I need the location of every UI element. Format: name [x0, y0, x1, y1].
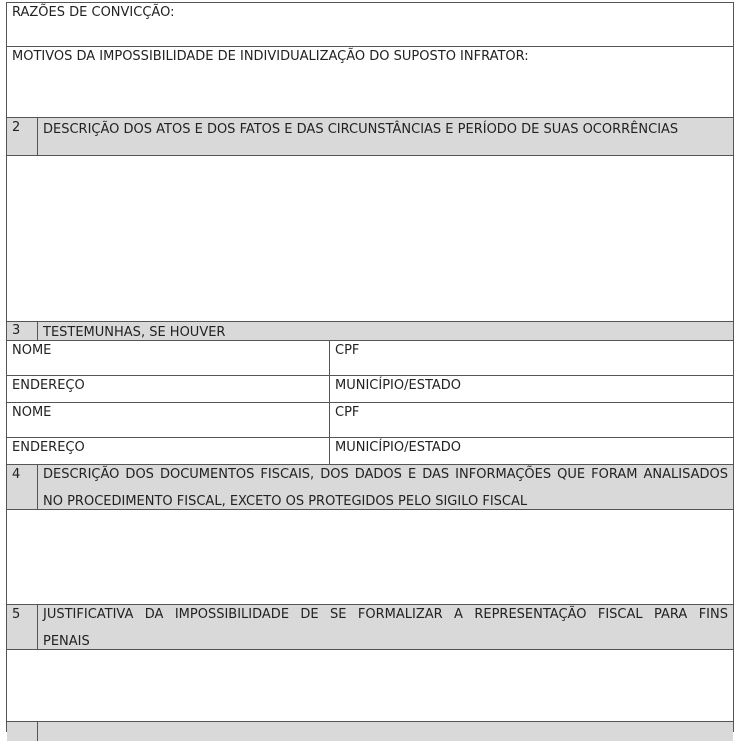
witness-1-row-address: [7, 375, 733, 402]
conviction-reasons-field[interactable]: [7, 2, 733, 46]
witness-2-city-label: MUNICÍPIO/ESTADO: [335, 440, 462, 455]
witness-1-cpf-field[interactable]: [330, 341, 733, 375]
witness-1-address-field[interactable]: [7, 376, 330, 402]
section-5-number: 5: [12, 607, 21, 622]
section-3-header: [7, 321, 733, 340]
witness-2-row-name: [7, 402, 733, 437]
witness-2-address-label: ENDEREÇO: [12, 440, 85, 455]
witness-1-name-field[interactable]: [7, 341, 330, 375]
section-4-header: [7, 464, 733, 509]
witness-2-row-address: [7, 437, 733, 464]
witness-1-cpf-label: CPF: [335, 343, 360, 358]
section-3-number: 3: [12, 323, 21, 338]
section-5-title-line2: PENAIS: [43, 634, 90, 649]
offender-identification-reasons-field[interactable]: [7, 46, 733, 117]
witness-2-name-field[interactable]: [7, 403, 330, 437]
witness-1-name-label: NOME: [12, 343, 52, 358]
section-5-body[interactable]: [7, 649, 733, 721]
section-5-header: [7, 604, 733, 649]
section-5-title-line1: JUSTIFICATIVA DA IMPOSSIBILIDADE DE SE FORMALIZAR A REPRESENTAÇÃO FISCAL PARA FINS: [43, 607, 728, 622]
witness-1-city-field[interactable]: [330, 376, 733, 402]
witness-1-address-label: ENDEREÇO: [12, 378, 85, 393]
witness-2-cpf-field[interactable]: [330, 403, 733, 437]
witness-2-cpf-label: CPF: [335, 405, 360, 420]
section-4-number: 4: [12, 467, 21, 482]
section-3-title: TESTEMUNHAS, SE HOUVER: [43, 325, 226, 340]
witness-1-row-name: [7, 340, 733, 375]
witness-1-city-label: MUNICÍPIO/ESTADO: [335, 378, 462, 393]
section-2-header: [7, 117, 733, 155]
conviction-reasons-label: RAZÕES DE CONVICÇÃO:: [12, 5, 175, 20]
section-2-body[interactable]: [7, 155, 733, 321]
section-4-body[interactable]: [7, 509, 733, 604]
section-6-header-partial: [7, 721, 733, 741]
witness-2-name-label: NOME: [12, 405, 52, 420]
section-2-title: DESCRIÇÃO DOS ATOS E DOS FATOS E DAS CIRCUNSTÂNCIAS E PERÍODO DE SUAS OCORRÊNCIAS: [43, 122, 679, 137]
section-4-title-line2: NO PROCEDIMENTO FISCAL, EXCETO OS PROTEGIDOS PELO SIGILO FISCAL: [43, 494, 528, 509]
fiscal-form: [6, 2, 734, 732]
section-4-title-line1: DESCRIÇÃO DOS DOCUMENTOS FISCAIS, DOS DADOS E DAS INFORMAÇÕES QUE FORAM ANALISADOS: [43, 467, 728, 482]
offender-identification-reasons-label: MOTIVOS DA IMPOSSIBILIDADE DE INDIVIDUALIZAÇÃO DO SUPOSTO INFRATOR:: [12, 49, 529, 64]
section-2-number: 2: [12, 120, 21, 135]
